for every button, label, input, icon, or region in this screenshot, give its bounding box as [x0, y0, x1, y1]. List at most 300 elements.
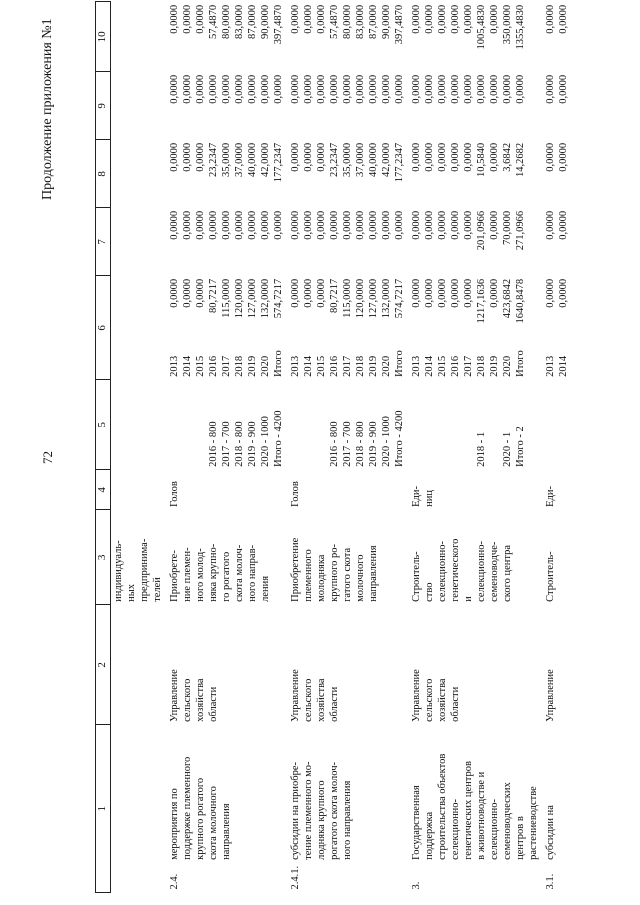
indicator-values: 2018 - 800 — [234, 421, 245, 467]
year: 2016 — [450, 355, 461, 377]
indicator-name: Приобрете- — [169, 550, 180, 602]
amount-local: 0,0000 — [221, 74, 232, 104]
amount-regional: 35,0000 — [342, 142, 353, 177]
amount-federal: 0,0000 — [489, 210, 500, 240]
amount-total: 0,0000 — [411, 278, 422, 308]
amount-regional: 0,0000 — [182, 142, 193, 172]
row-number-cell: 3.1. — [545, 873, 556, 890]
amount-total-cell — [541, 276, 571, 346]
indicator-name: ние племен- — [182, 547, 193, 602]
executor: сельского — [182, 678, 193, 722]
amount-total: 0,0000 — [437, 278, 448, 308]
amount-total: 80,7217 — [329, 278, 340, 313]
indicator-name: Строитель- — [411, 551, 422, 602]
amount-local: 0,0000 — [424, 74, 435, 104]
amount-regional: 0,0000 — [450, 142, 461, 172]
amount-federal: 0,0000 — [290, 210, 301, 240]
amount-local-cell — [541, 72, 571, 140]
amount-total: 0,0000 — [316, 278, 327, 308]
indicator-values — [315, 383, 328, 467]
measure-name: селекционно- — [450, 798, 461, 860]
executor: Управление — [545, 669, 556, 722]
executor-cell — [286, 605, 407, 725]
indicator-values: 2019 - 900 — [247, 421, 258, 467]
measure-name: направления — [221, 803, 232, 860]
amount-other: 397,4870 — [394, 4, 405, 45]
indicator-name: направления — [368, 545, 379, 602]
year: 2020 — [502, 355, 513, 377]
measure-name: крупного рогатого — [195, 777, 206, 860]
amount-local: 0,0000 — [515, 74, 526, 104]
measure-name-cell — [541, 725, 571, 863]
table-row — [407, 2, 541, 893]
indicator-values-cell — [541, 380, 571, 470]
year: 2013 — [545, 355, 556, 377]
indicator-name: селекционно- — [437, 540, 448, 602]
indicator-name-cell — [407, 510, 541, 605]
unit: Голов — [169, 481, 180, 507]
amount-other: 1355,4830 — [515, 4, 526, 50]
amount-other: 0,0000 — [489, 4, 500, 34]
amount-other: 0,0000 — [545, 4, 556, 34]
indicator-name: и — [463, 596, 474, 602]
executor: области — [208, 686, 219, 722]
amount-federal: 0,0000 — [424, 210, 435, 240]
row-number-cell: 2.4.1. — [290, 865, 301, 890]
amount-federal-cell — [407, 208, 541, 276]
amount-other: 87,0000 — [368, 4, 379, 39]
header-cell: 3 — [96, 510, 111, 605]
amount-local: 0,0000 — [234, 74, 245, 104]
amount-other: 0,0000 — [424, 4, 435, 34]
amount-other: 0,0000 — [558, 4, 569, 34]
unit-cell — [286, 470, 407, 510]
measure-name-cell — [286, 725, 407, 863]
amount-regional: 177,2347 — [273, 142, 284, 183]
amount-other: 83,0000 — [355, 4, 366, 39]
year: 2017 — [342, 355, 353, 377]
amount-regional: 0,0000 — [545, 142, 556, 172]
indicator-values: Итого - 4200 — [394, 410, 405, 467]
amount-other: 1005,4830 — [476, 4, 487, 50]
unit-cell — [407, 470, 541, 510]
header-cell: 10 — [96, 2, 111, 72]
amount-local: 0,0000 — [381, 74, 392, 104]
continuation-row — [111, 2, 166, 893]
amount-total: 132,0000 — [260, 278, 271, 319]
year: 2015 — [437, 355, 448, 377]
header-cell: 7 — [96, 208, 111, 276]
amount-regional: 0,0000 — [316, 142, 327, 172]
indicator-name: ления — [260, 575, 271, 602]
amount-other-cell — [541, 2, 571, 72]
amount-other: 90,0000 — [381, 4, 392, 39]
amount-total: 80,7217 — [208, 278, 219, 313]
amount-other: 397,4870 — [273, 4, 284, 45]
amount-other: 0,0000 — [450, 4, 461, 34]
unit: Голов — [290, 481, 301, 507]
amount-regional: 0,0000 — [424, 142, 435, 172]
amount-regional: 177,2347 — [394, 142, 405, 183]
measure-name: ного направления — [342, 780, 353, 860]
year: 2017 — [221, 355, 232, 377]
header-row — [96, 2, 111, 893]
year-cell — [541, 346, 571, 380]
indicator-name: племенного — [303, 549, 314, 602]
measure-name: в животноводстве и — [476, 771, 487, 860]
amount-total: 120,0000 — [234, 278, 245, 319]
amount-regional: 40,0000 — [247, 142, 258, 177]
measure-name: скота молочного — [208, 786, 219, 860]
header-cell: 8 — [96, 140, 111, 208]
amount-regional: 0,0000 — [558, 142, 569, 172]
unit: ниц — [424, 490, 435, 507]
year: 2014 — [303, 355, 314, 377]
amount-total: 115,0000 — [221, 278, 232, 318]
indicator-values-cell — [165, 380, 286, 470]
amount-total: 132,0000 — [381, 278, 392, 319]
amount-regional: 0,0000 — [169, 142, 180, 172]
amount-local: 0,0000 — [502, 74, 513, 104]
year: 2018 — [234, 355, 245, 377]
indicator-name: скота молоч- — [234, 544, 245, 602]
amount-federal: 0,0000 — [221, 210, 232, 240]
amount-total: 0,0000 — [463, 278, 474, 308]
indicator-values: Итого - 4200 — [273, 410, 284, 467]
amount-regional: 40,0000 — [368, 142, 379, 177]
amount-federal: 0,0000 — [169, 210, 180, 240]
amount-federal: 0,0000 — [545, 210, 556, 240]
row-number-cell: 3. — [411, 881, 422, 890]
amount-other-cell — [165, 2, 286, 72]
amount-other: 83,0000 — [234, 4, 245, 39]
indicator-name: ство — [424, 582, 435, 602]
indicator-values: 2018 - 800 — [355, 421, 366, 467]
executor: Управление — [169, 669, 180, 722]
indicator-values — [436, 383, 449, 467]
indicator-name: ного молод- — [195, 548, 206, 602]
indicator-continuation — [111, 510, 166, 605]
year: 2019 — [368, 355, 379, 377]
indicator-values: 2020 - 1 — [502, 431, 513, 467]
amount-other-cell — [407, 2, 541, 72]
amount-regional: 0,0000 — [489, 142, 500, 172]
text-line: телей — [152, 577, 163, 602]
amount-federal: 0,0000 — [195, 210, 206, 240]
year: 2016 — [208, 355, 219, 377]
measure-name: Государственная — [411, 785, 422, 860]
amount-other: 350,0000 — [502, 4, 513, 45]
amount-total: 0,0000 — [182, 278, 193, 308]
amount-federal: 0,0000 — [247, 210, 258, 240]
amount-other: 0,0000 — [437, 4, 448, 34]
amount-federal: 0,0000 — [234, 210, 245, 240]
amount-regional: 0,0000 — [463, 142, 474, 172]
amount-federal: 0,0000 — [329, 210, 340, 240]
header-cell: 2 — [96, 605, 111, 725]
year: 2018 — [355, 355, 366, 377]
amount-local: 0,0000 — [303, 74, 314, 104]
amount-federal: 0,0000 — [355, 210, 366, 240]
text-line: индивидуаль- — [113, 540, 124, 602]
amount-other: 80,0000 — [342, 4, 353, 39]
amount-total: 574,7217 — [273, 278, 284, 319]
amount-regional: 42,0000 — [381, 142, 392, 177]
amount-total: 0,0000 — [545, 278, 556, 308]
indicator-values — [462, 383, 475, 467]
indicator-name: ского центра — [502, 544, 513, 602]
executor: Управление — [411, 669, 422, 722]
indicator-values: 2016 - 800 — [329, 421, 340, 467]
indicator-values — [410, 383, 423, 467]
amount-regional: 0,0000 — [303, 142, 314, 172]
amount-federal: 0,0000 — [394, 210, 405, 240]
page-number: 72 — [40, 451, 55, 464]
amount-total: 1640,8478 — [515, 278, 526, 324]
measure-name: строительства объектов — [437, 753, 448, 860]
indicator-values: 2018 - 1 — [476, 431, 487, 467]
unit-cell — [541, 470, 571, 510]
amount-federal: 0,0000 — [381, 210, 392, 240]
indicator-values: 2017 - 700 — [221, 421, 232, 467]
measure-name: субсидии на — [545, 805, 556, 860]
amount-federal: 0,0000 — [450, 210, 461, 240]
amount-local: 0,0000 — [260, 74, 271, 104]
indicator-values: 2019 - 900 — [368, 421, 379, 467]
amount-other: 0,0000 — [303, 4, 314, 34]
year: 2013 — [411, 355, 422, 377]
amount-local: 0,0000 — [208, 74, 219, 104]
year: 2015 — [195, 355, 206, 377]
amount-federal: 0,0000 — [558, 210, 569, 240]
indicator-values-cell — [286, 380, 407, 470]
indicator-values-cell — [407, 380, 541, 470]
table-row — [286, 2, 407, 893]
measure-name: мероприятия по — [169, 788, 180, 860]
amount-total: 0,0000 — [450, 278, 461, 308]
amount-regional: 23,2347 — [329, 142, 340, 177]
amount-federal-cell — [286, 208, 407, 276]
amount-regional: 0,0000 — [195, 142, 206, 172]
year: Итого — [273, 350, 284, 377]
measure-name: лодняка крупного — [316, 780, 327, 860]
year: 2013 — [169, 355, 180, 377]
amount-local: 0,0000 — [489, 74, 500, 104]
amount-total: 423,6842 — [502, 278, 513, 319]
indicator-name: крупного ро- — [329, 544, 340, 602]
executor: области — [329, 686, 340, 722]
amount-other: 0,0000 — [169, 4, 180, 34]
header-cell: 4 — [96, 470, 111, 510]
amount-local: 0,0000 — [450, 74, 461, 104]
amount-local: 0,0000 — [463, 74, 474, 104]
amount-regional: 0,0000 — [290, 142, 301, 172]
amount-local: 0,0000 — [394, 74, 405, 104]
measure-name: центров в — [515, 816, 526, 860]
amount-local: 0,0000 — [355, 74, 366, 104]
measure-name: рогатого скота молоч- — [329, 761, 340, 860]
amount-other: 0,0000 — [463, 4, 474, 34]
indicator-name-cell — [165, 510, 286, 605]
amount-total: 574,7217 — [394, 278, 405, 319]
amount-federal: 0,0000 — [260, 210, 271, 240]
year: Итого — [515, 350, 526, 377]
amount-total: 0,0000 — [424, 278, 435, 308]
header-cell: 9 — [96, 72, 111, 140]
amount-regional: 3,6842 — [502, 142, 513, 172]
executor: Управление — [290, 669, 301, 722]
indicator-values: 2020 - 1000 — [381, 416, 392, 467]
amount-other: 80,0000 — [221, 4, 232, 39]
amount-federal: 0,0000 — [303, 210, 314, 240]
indicator-name: го рогатого — [221, 551, 232, 602]
amount-regional-cell — [541, 140, 571, 208]
table-row — [165, 2, 286, 893]
amount-local: 0,0000 — [290, 74, 301, 104]
year: 2016 — [329, 355, 340, 377]
amount-regional-cell — [165, 140, 286, 208]
indicator-values — [194, 383, 207, 467]
amount-total: 0,0000 — [195, 278, 206, 308]
amount-local: 0,0000 — [558, 74, 569, 104]
indicator-values — [449, 383, 462, 467]
indicator-values — [181, 383, 194, 467]
amount-local: 0,0000 — [247, 74, 258, 104]
amount-total-cell — [286, 276, 407, 346]
indicator-name-cell — [541, 510, 571, 605]
row-number-cell: 2.4. — [169, 873, 180, 890]
appendix-label: Продолжение приложения №1 — [40, 18, 55, 200]
amount-total: 0,0000 — [489, 278, 500, 308]
year-cell — [165, 346, 286, 380]
indicator-name: Строитель- — [545, 551, 556, 602]
year: 2020 — [381, 355, 392, 377]
measure-name-cell — [407, 725, 541, 863]
amount-total: 127,0000 — [368, 278, 379, 319]
indicator-name: семеноводче- — [489, 541, 500, 602]
indicator-name: молодняка — [316, 554, 327, 602]
amount-other: 0,0000 — [195, 4, 206, 34]
amount-local: 0,0000 — [437, 74, 448, 104]
amount-federal-cell — [165, 208, 286, 276]
year: 2018 — [476, 355, 487, 377]
amount-total: 0,0000 — [169, 278, 180, 308]
amount-local-cell — [286, 72, 407, 140]
amount-total: 0,0000 — [303, 278, 314, 308]
amount-other: 0,0000 — [182, 4, 193, 34]
year: Итого — [394, 350, 405, 377]
amount-total: 120,0000 — [355, 278, 366, 319]
amount-local: 0,0000 — [316, 74, 327, 104]
amount-regional-cell — [407, 140, 541, 208]
amount-regional-cell — [286, 140, 407, 208]
indicator-name: гатого скота — [342, 547, 353, 602]
amount-federal-cell — [541, 208, 571, 276]
indicator-name: Приобретение — [290, 537, 301, 602]
executor: области — [450, 686, 461, 722]
amount-other: 87,0000 — [247, 4, 258, 39]
amount-federal: 0,0000 — [463, 210, 474, 240]
table-row — [541, 2, 571, 893]
measure-name: селекционно- — [489, 798, 500, 860]
amount-local: 0,0000 — [195, 74, 206, 104]
indicator-values — [423, 383, 436, 467]
indicator-values: 2017 - 700 — [342, 421, 353, 467]
year: 2020 — [260, 355, 271, 377]
text-line: предпринима- — [139, 538, 150, 602]
amount-other-cell — [286, 2, 407, 72]
executor: сельского — [424, 678, 435, 722]
amount-regional: 14,2682 — [515, 142, 526, 177]
executor-cell — [541, 605, 571, 725]
amount-other: 90,0000 — [260, 4, 271, 39]
measure-name: генетических центров — [463, 761, 474, 860]
amount-regional: 0,0000 — [411, 142, 422, 172]
year: 2019 — [489, 355, 500, 377]
year: 2019 — [247, 355, 258, 377]
amount-local: 0,0000 — [411, 74, 422, 104]
executor-cell — [165, 605, 286, 725]
year-cell — [286, 346, 407, 380]
measure-name: поддержка — [424, 811, 435, 860]
amount-federal: 0,0000 — [368, 210, 379, 240]
amount-local: 0,0000 — [545, 74, 556, 104]
amount-regional: 42,0000 — [260, 142, 271, 177]
year: 2013 — [290, 355, 301, 377]
indicator-name: ного направ- — [247, 544, 258, 602]
amount-local: 0,0000 — [368, 74, 379, 104]
amount-other: 0,0000 — [316, 4, 327, 34]
indicator-values: 2016 - 800 — [208, 421, 219, 467]
year: 2017 — [463, 355, 474, 377]
unit: Еди- — [411, 486, 422, 507]
amount-local: 0,0000 — [169, 74, 180, 104]
measure-name-cell — [165, 725, 286, 863]
amount-local: 0,0000 — [329, 74, 340, 104]
measure-name: субсидии на приобре- — [290, 762, 301, 860]
amount-local: 0,0000 — [182, 74, 193, 104]
executor: сельского — [303, 678, 314, 722]
amount-total: 0,0000 — [290, 278, 301, 308]
indicator-values: Итого - 2 — [515, 426, 526, 467]
year-cell — [407, 346, 541, 380]
unit-cell — [165, 470, 286, 510]
amount-total: 115,0000 — [342, 278, 353, 318]
amount-local: 0,0000 — [476, 74, 487, 104]
indicator-values — [488, 383, 501, 467]
amount-federal: 201,0966 — [476, 210, 487, 251]
amount-total: 1217,1636 — [476, 278, 487, 324]
executor: хозяйства — [195, 678, 206, 722]
program-table — [95, 1, 571, 893]
amount-federal: 0,0000 — [342, 210, 353, 240]
header-cell: 1 — [96, 725, 111, 893]
header-cell: 6 — [96, 276, 111, 380]
indicator-name: молочного — [355, 554, 366, 602]
header-cell: 5 — [96, 380, 111, 470]
amount-regional: 37,0000 — [355, 142, 366, 177]
amount-regional: 37,0000 — [234, 142, 245, 177]
amount-federal: 70,0000 — [502, 210, 513, 245]
amount-regional: 10,5840 — [476, 142, 487, 177]
indicator-name: селекционно- — [476, 540, 487, 602]
year: 2014 — [424, 355, 435, 377]
amount-federal: 271,0966 — [515, 210, 526, 251]
amount-total-cell — [165, 276, 286, 346]
indicator-values — [302, 383, 315, 467]
indicator-name-cell — [286, 510, 407, 605]
amount-local-cell — [407, 72, 541, 140]
